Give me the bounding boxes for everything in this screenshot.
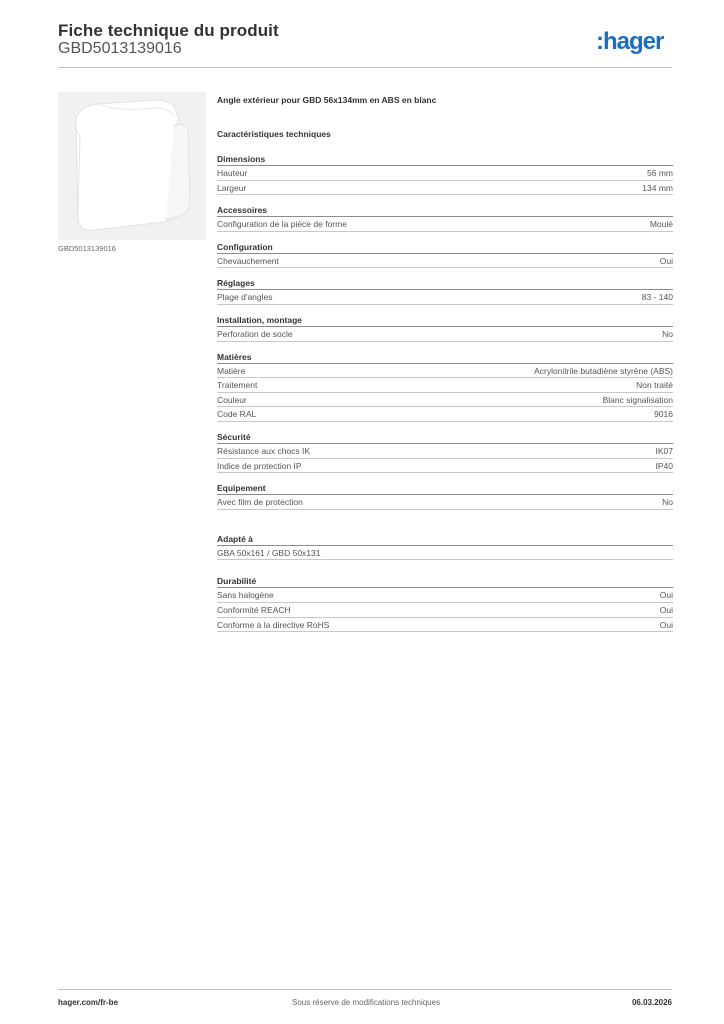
spec-label: Plage d'angles — [217, 292, 273, 303]
spec-row — [217, 364, 673, 379]
spec-label: Conforme à la directive RoHS — [217, 619, 330, 630]
spec-value: Oui — [659, 590, 673, 601]
spec-row — [217, 181, 673, 196]
spec-label: Perforation de socle — [217, 328, 293, 339]
spec-row — [217, 166, 673, 181]
spec-label: Code RAL — [217, 409, 257, 420]
spec-row — [217, 393, 673, 408]
spec-label: GBA 50x161 / GBD 50x131 — [217, 547, 321, 558]
group-title: Configuration — [217, 241, 673, 254]
spec-value: 56 mm — [647, 168, 673, 178]
spec-row — [217, 327, 673, 342]
spec-value: IK07 — [655, 445, 673, 456]
product-reference: GBD5013139016 — [58, 40, 182, 57]
group-title: Installation, montage — [217, 314, 673, 327]
spec-label: Matière — [217, 365, 246, 376]
spec-label: Indice de protection IP — [217, 460, 302, 471]
spec-row — [217, 407, 673, 422]
page-title: Fiche technique du produit — [58, 21, 279, 40]
spec-label: Largeur — [217, 182, 247, 193]
spec-label: Couleur — [217, 394, 247, 405]
spec-row — [217, 546, 673, 561]
spec-group — [217, 153, 673, 195]
group-title: Sécurité — [217, 431, 673, 444]
spec-group — [217, 277, 673, 305]
spec-value: No — [662, 497, 673, 508]
spec-label: Hauteur — [217, 168, 248, 178]
spec-content — [217, 95, 673, 641]
group-durability — [217, 575, 673, 632]
spec-label: Configuration de la pièce de forme — [217, 219, 347, 230]
spec-label: Traitement — [217, 380, 258, 391]
spec-group — [217, 314, 673, 342]
spec-label: Sans halogène — [217, 590, 274, 601]
hager-logo — [596, 28, 676, 56]
spec-row — [217, 444, 673, 459]
spec-groups — [217, 153, 673, 510]
svg-text::hager: :hager — [596, 28, 664, 55]
spec-row — [217, 254, 673, 269]
spec-group — [217, 482, 673, 510]
spec-value: Blanc signalisation — [602, 394, 673, 405]
spec-value: Acrylonitrile butadiène styrène (ABS) — [534, 365, 673, 376]
spec-row — [217, 378, 673, 393]
spec-row — [217, 588, 673, 603]
document-date: 06.03.2026 — [631, 998, 672, 1007]
image-caption: GBD5013139016 — [58, 244, 116, 253]
group-title: Equipement — [217, 482, 673, 495]
spec-group — [217, 351, 673, 422]
spec-value: IP40 — [655, 460, 673, 471]
group-title: Durabilité — [217, 575, 673, 588]
product-image — [58, 92, 206, 240]
spec-value: Non traité — [636, 380, 673, 391]
spec-label: Chevauchement — [217, 255, 279, 266]
website-link[interactable]: hager.com/fr-be — [58, 998, 119, 1007]
footer-notice: Sous réserve de modifications techniques — [292, 998, 441, 1007]
spec-row — [217, 290, 673, 305]
spec-label: Avec film de protection — [217, 497, 303, 508]
group-adapted — [217, 533, 673, 561]
spec-row — [217, 495, 673, 510]
spec-group — [217, 241, 673, 269]
section-heading: Caractéristiques techniques — [217, 129, 331, 139]
spec-value: No — [662, 328, 673, 339]
spec-group — [217, 431, 673, 473]
group-title: Dimensions — [217, 153, 673, 166]
spec-value: 134 mm — [642, 182, 673, 193]
group-title: Matières — [217, 351, 673, 364]
spec-label: Résistance aux chocs IK — [217, 445, 311, 456]
spec-value: 83 - 140 — [641, 292, 673, 303]
group-title: Adapté à — [217, 533, 673, 546]
spec-value: Oui — [659, 619, 673, 630]
spec-value: Oui — [659, 255, 673, 266]
footer-divider — [58, 989, 672, 990]
spec-row — [217, 217, 673, 232]
spec-value: Moulé — [649, 219, 673, 230]
group-title: Accessoires — [217, 204, 673, 217]
spec-row — [217, 618, 673, 633]
spec-row — [217, 603, 673, 618]
spec-value: Oui — [659, 604, 673, 615]
spec-value: 9016 — [654, 409, 673, 420]
spec-row — [217, 459, 673, 474]
product-description: Angle extérieur pour GBD 56x134mm en ABS en blanc — [217, 95, 437, 105]
header-divider — [58, 67, 672, 68]
spec-label: Conformité REACH — [217, 604, 291, 615]
spec-group — [217, 204, 673, 232]
group-title: Réglages — [217, 277, 673, 290]
